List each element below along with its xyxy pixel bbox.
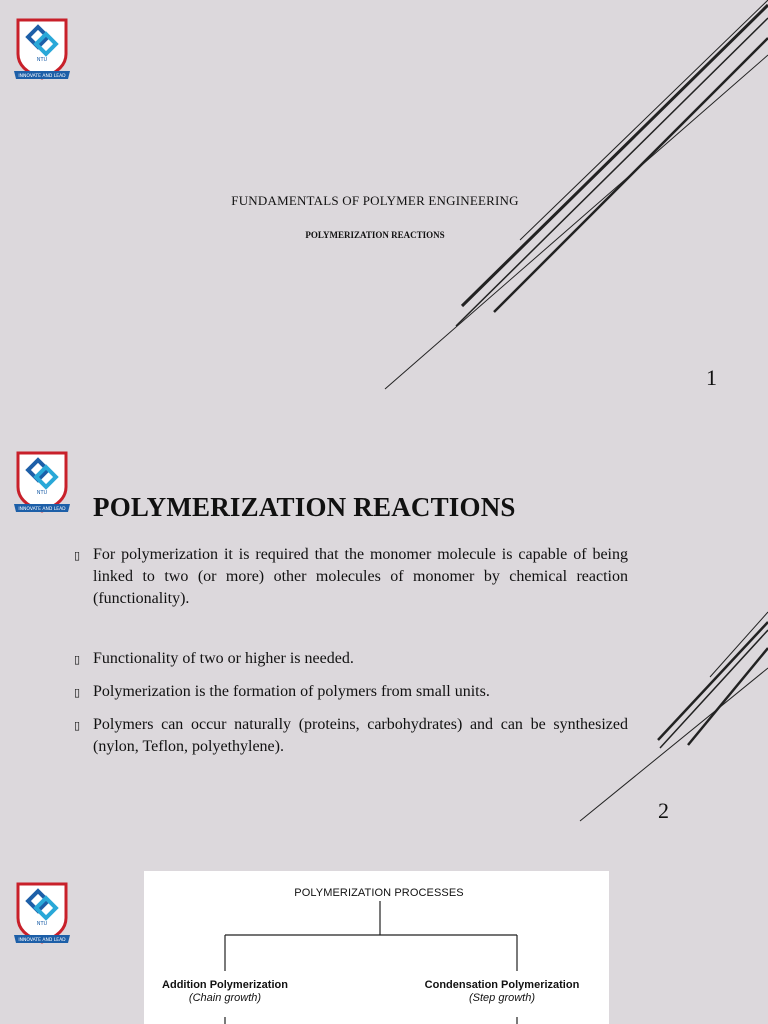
page-number: 2	[658, 798, 669, 823]
branch-subtitle: (Step growth)	[468, 992, 536, 1004]
list-item	[74, 681, 628, 703]
university-logo	[14, 449, 70, 517]
slide-1	[0, 0, 768, 432]
list-item	[74, 714, 628, 758]
bullet-icon: ▯	[74, 653, 81, 666]
logo-initials: NTU	[36, 490, 48, 496]
diagram-title: POLYMERIZATION PROCESSES	[294, 887, 464, 899]
slide-3	[0, 864, 768, 1024]
logo-motto: INNOVATE AND LEAD	[18, 938, 66, 943]
bullet-text: Functionality of two or higher is needed.	[93, 650, 354, 667]
university-logo	[14, 880, 70, 948]
slide-2-title: POLYMERIZATION REACTIONS	[93, 492, 516, 522]
university-logo	[14, 16, 70, 84]
bullet-text: For polymerization it is required that the monomer molecule is capable of being linked to two (or more) other molecules of monomer by chemical reaction (functionality).	[93, 546, 628, 607]
bullet-text: Polymers can occur naturally (proteins, carbohydrates) and can be synthesized (nylon, Teflon, polyethylene).	[93, 716, 628, 755]
list-item	[74, 648, 628, 670]
slide-1-title: FUNDAMENTALS OF POLYMER ENGINEERING	[231, 193, 519, 208]
branch-name: Condensation Polymerization	[424, 979, 580, 991]
slide-1-subtitle: POLYMERIZATION REACTIONS	[305, 230, 445, 240]
bullet-icon: ▯	[74, 686, 81, 699]
logo-motto: INNOVATE AND LEAD	[18, 74, 66, 79]
page-number: 1	[706, 365, 717, 390]
bullet-icon: ▯	[74, 719, 81, 732]
decorative-lines	[0, 0, 768, 432]
branch-condensation	[412, 979, 592, 1004]
slide-2	[0, 432, 768, 864]
list-item	[74, 544, 628, 610]
bullet-icon: ▯	[74, 549, 81, 562]
branch-name: Addition Polymerization	[162, 979, 288, 991]
branch-addition	[150, 979, 300, 1004]
branch-subtitle: (Chain growth)	[188, 992, 262, 1004]
logo-initials: NTU	[36, 921, 48, 927]
polymerization-diagram	[144, 871, 609, 1024]
logo-initials: NTU	[36, 57, 48, 63]
logo-motto: INNOVATE AND LEAD	[18, 507, 66, 512]
bullet-list	[74, 544, 628, 758]
bullet-text: Polymerization is the formation of polymers from small units.	[93, 683, 490, 700]
